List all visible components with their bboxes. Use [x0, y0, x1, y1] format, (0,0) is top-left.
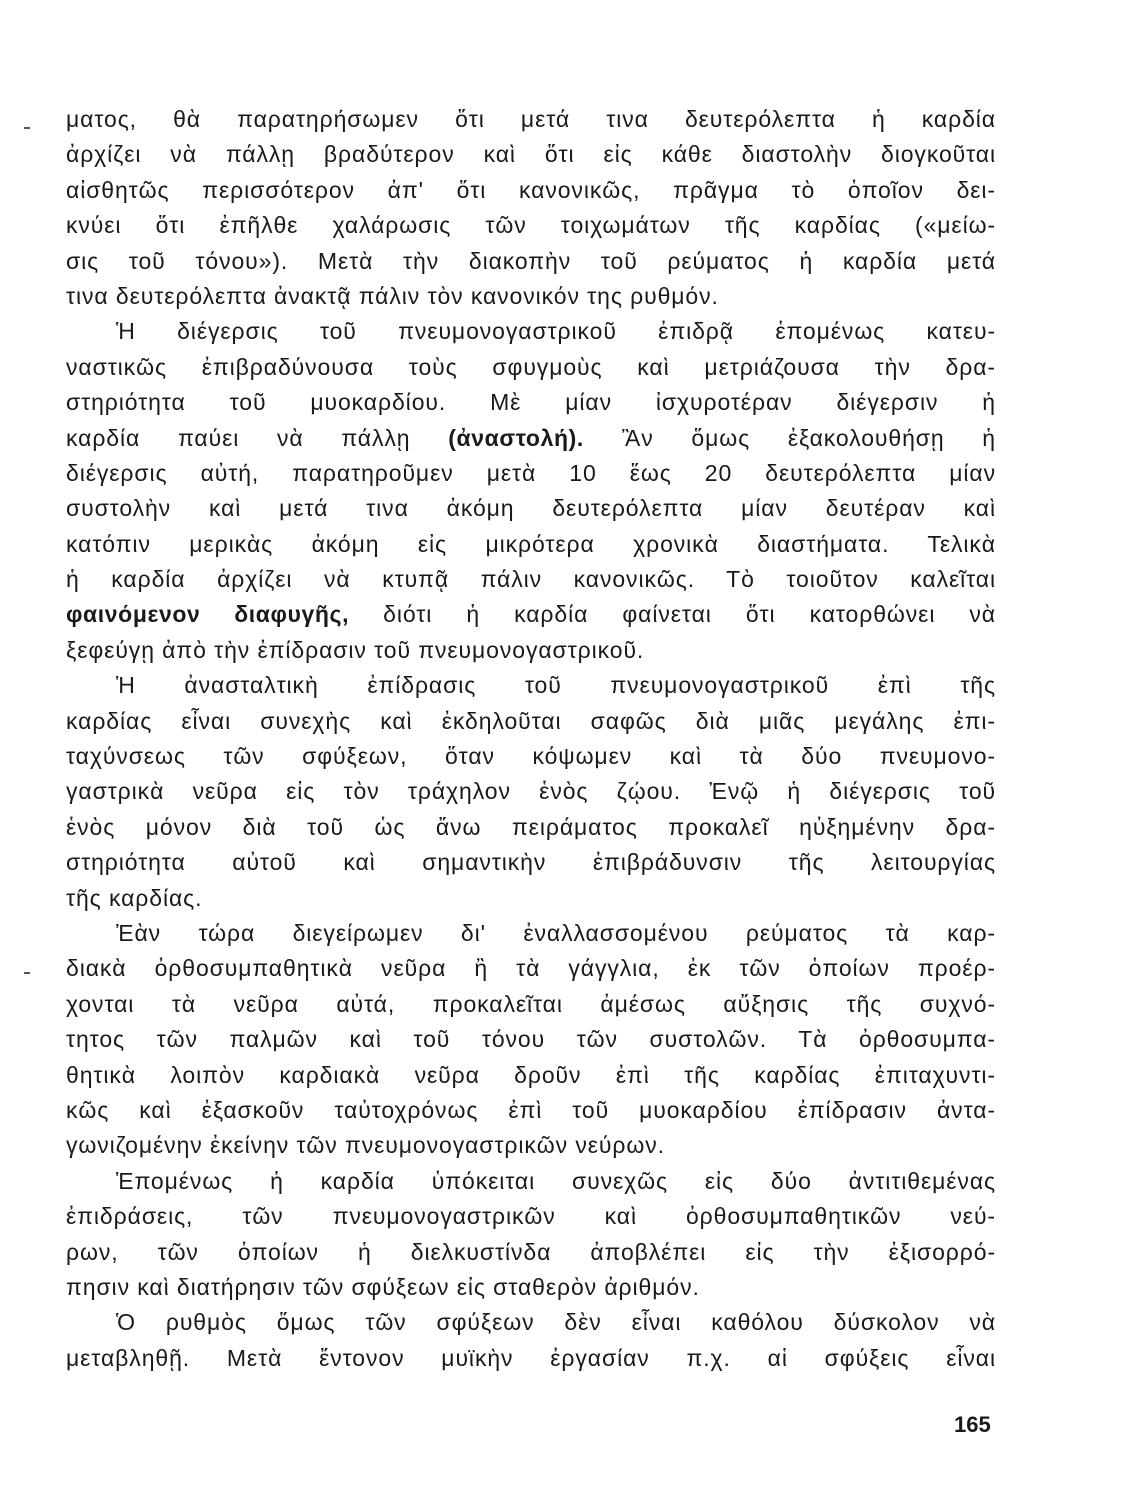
text-line: Ὁ ρυθμὸς ὅμως τῶν σφύξεων δὲν εἶναι καθόλου δύσκολον νὰ [116, 1309, 996, 1336]
text-line: κνύει ὅτι ἐπῆλθε χαλάρωσις τῶν τοιχωμάτων τῆς καρδίας («μείω- [66, 212, 996, 239]
text-line: πησιν καὶ διατήρησιν τῶν σφύξεων εἰς σταθερὸν ἀριθμόν. [66, 1273, 700, 1300]
text-line: χονται τὰ νεῦρα αὐτά, προκαλεῖται ἀμέσως αὔξησις τῆς συχνό- [66, 990, 996, 1017]
text-line: γαστρικὰ νεῦρα εἰς τὸν τράχηλον ἑνὸς ζῴου. Ἐνῷ ἡ διέγερσις τοῦ [66, 778, 996, 805]
text-line: κατόπιν μερικὰς ἀκόμη εἰς μικρότερα χρονικὰ διαστήματα. Τελικὰ [66, 530, 996, 557]
text-run: Ἂν ὅμως ἐξακολουθήσῃ ἡ [583, 424, 996, 451]
text-line: αἰσθητῶς περισσότερον ἀπ' ὅτι κανονικῶς, πρᾶγμα τὸ ὁποῖον δει- [66, 176, 996, 203]
margin-mark [24, 972, 30, 974]
text-run: διότι ἡ καρδία φαίνεται ὅτι κατορθώνει νὰ [349, 601, 996, 628]
text-line: τῆς καρδίας. [66, 884, 203, 911]
text-line: Ἐὰν τώρα διεγείρωμεν δι' ἐναλλασσομένου ρεύματος τὰ καρ- [116, 919, 996, 946]
text-line: μεταβληθῇ. Μετὰ ἔντονον μυϊκὴν ἐργασίαν π.χ. αἱ σφύξεις εἶναι [66, 1344, 996, 1371]
text-line: τινα δευτερόλεπτα ἀνακτᾷ πάλιν τὸν κανονικόν της ρυθμόν. [66, 282, 719, 309]
text-line: ναστικῶς ἐπιβραδύνουσα τοὺς σφυγμοὺς καὶ μετριάζουσα τὴν δρα- [66, 353, 996, 380]
text-line: σις τοῦ τόνου»). Μετὰ τὴν διακοπὴν τοῦ ρεύματος ἡ καρδία μετά [66, 247, 996, 274]
text-line: ρων, τῶν ὁποίων ἡ διελκυστίνδα ἀποβλέπει εἰς τὴν ἐξισορρό- [66, 1238, 996, 1265]
text-line: θητικὰ λοιπὸν καρδιακὰ νεῦρα δροῦν ἐπὶ τῆς καρδίας ἐπιταχυντι- [66, 1061, 996, 1088]
text-line: ξεφεύγῃ ἀπὸ τὴν ἐπίδρασιν τοῦ πνευμονογαστρικοῦ. [66, 636, 645, 663]
text-line: ἀρχίζει νὰ πάλλῃ βραδύτερον καὶ ὅτι εἰς κάθε διαστολὴν διογκοῦται [66, 141, 996, 168]
text-line [66, 421, 996, 456]
text-line: ἡ καρδία ἀρχίζει νὰ κτυπᾷ πάλιν κανονικῶς. Τὸ τοιοῦτον καλεῖται [66, 566, 996, 593]
text-line: διέγερσις αὐτή, παρατηροῦμεν μετὰ 10 ἕως 20 δευτερόλεπτα μίαν [66, 459, 996, 486]
text-line: ἑνὸς μόνον διὰ τοῦ ὡς ἄνω πειράματος προκαλεῖ ηὐξημένην δρα- [66, 813, 996, 840]
text-line: Ἡ ἀνασταλτικὴ ἐπίδρασις τοῦ πνευμονογαστρικοῦ ἐπὶ τῆς [116, 672, 996, 699]
text-line: στηριότητα αὐτοῦ καὶ σημαντικὴν ἐπιβράδυνσιν τῆς λειτουργίας [66, 849, 996, 876]
text-line: τητος τῶν παλμῶν καὶ τοῦ τόνου τῶν συστολῶν. Τὰ ὀρθοσυμπα- [66, 1026, 996, 1053]
bold-term-phenomenon: φαινόμενον διαφυγῆς, [66, 601, 350, 628]
text-line [66, 597, 996, 632]
margin-mark [24, 127, 30, 129]
body-text [66, 102, 996, 1376]
text-line: ἐπιδράσεις, τῶν πνευμονογαστρικῶν καὶ ὀρθοσυμπαθητικῶν νεύ- [66, 1203, 996, 1230]
text-line: Ἡ διέγερσις τοῦ πνευμονογαστρικοῦ ἐπιδρᾷ ἑπομένως κατευ- [116, 318, 996, 345]
text-line: διακὰ ὀρθοσυμπαθητικὰ νεῦρα ἢ τὰ γάγγλια, ἐκ τῶν ὁποίων προέρ- [66, 955, 996, 982]
text-line: κῶς καὶ ἐξασκοῦν ταὐτοχρόνως ἐπὶ τοῦ μυοκαρδίου ἐπίδρασιν ἀντα- [66, 1096, 996, 1123]
page-number: 165 [954, 1412, 991, 1437]
text-line: Ἑπομένως ἡ καρδία ὑπόκειται συνεχῶς εἰς δύο ἀντιτιθεμένας [116, 1167, 996, 1194]
text-line: ταχύνσεως τῶν σφύξεων, ὅταν κόψωμεν καὶ τὰ δύο πνευμονο- [66, 743, 996, 770]
text-run: καρδία παύει νὰ πάλλῃ [66, 424, 449, 451]
text-line: ματος, θὰ παρατηρήσωμεν ὅτι μετά τινα δευτερόλεπτα ἡ καρδία [66, 106, 996, 132]
text-line: στηριότητα τοῦ μυοκαρδίου. Μὲ μίαν ἰσχυροτέραν διέγερσιν ἡ [66, 389, 996, 416]
text-line: καρδίας εἶναι συνεχὴς καὶ ἐκδηλοῦται σαφῶς διὰ μιᾶς μεγάλης ἐπι- [66, 707, 996, 734]
text-line: γωνιζομένην ἐκείνην τῶν πνευμονογαστρικῶν νεύρων. [66, 1132, 665, 1159]
bold-term-anastoli: (ἀναστολή). [448, 424, 584, 451]
text-line: συστολὴν καὶ μετά τινα ἀκόμη δευτερόλεπτα μίαν δευτέραν καὶ [66, 495, 996, 522]
